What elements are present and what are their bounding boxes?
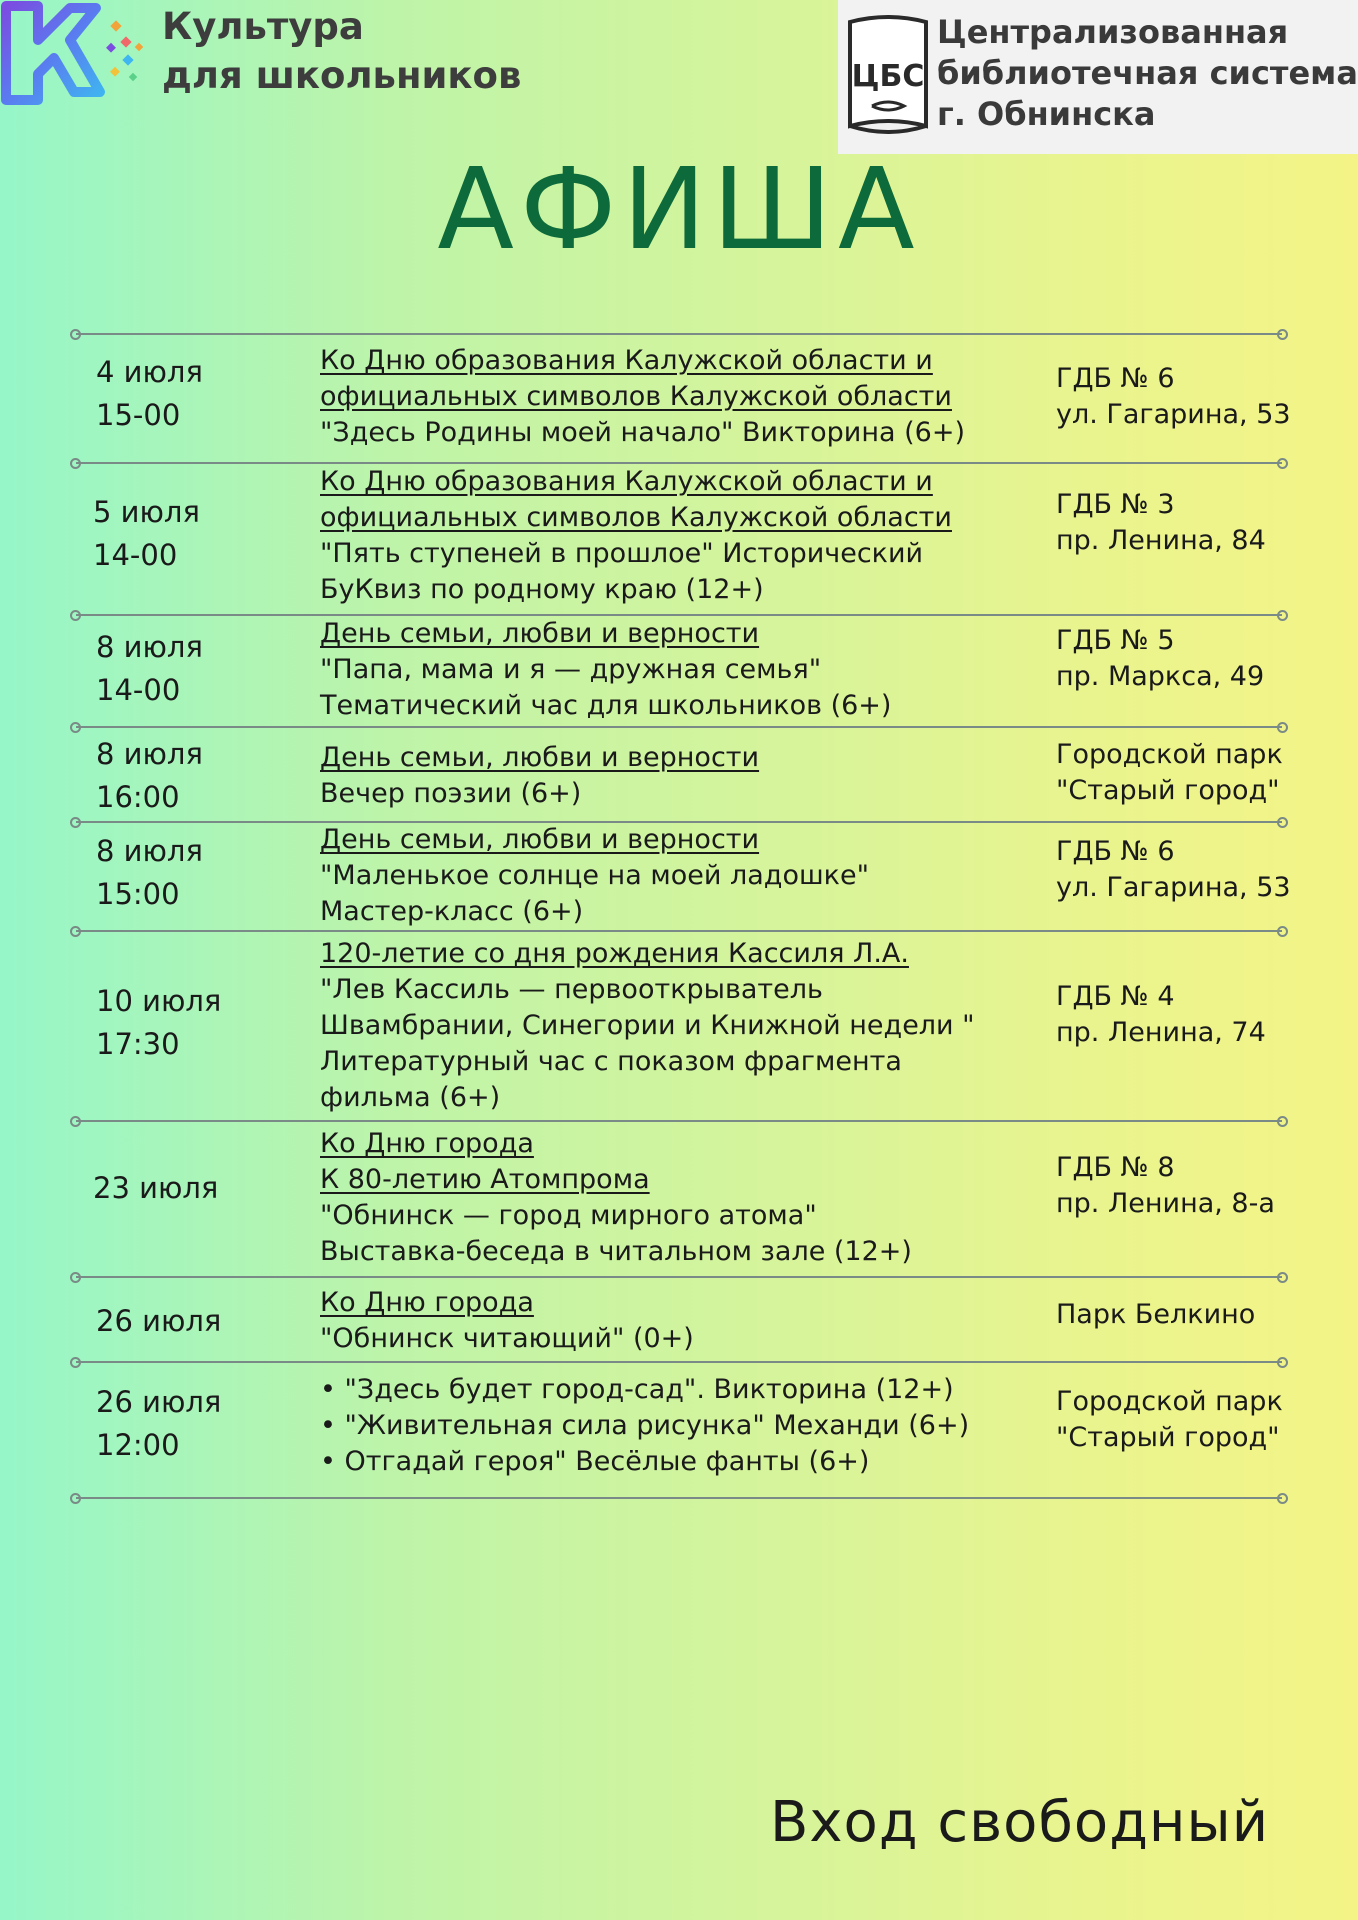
event-bullet: • Отгадай героя" Весёлые фанты (6+)	[320, 1444, 1040, 1480]
event-place	[1056, 487, 1356, 559]
event-time: 17:30	[96, 1027, 180, 1061]
event-datetime	[96, 980, 221, 1066]
event-detail: Тематический час для школьников (6+)	[320, 690, 892, 721]
event-time: 15:00	[96, 877, 180, 911]
place-line: Городской парк	[1056, 1386, 1283, 1417]
event-datetime	[96, 351, 203, 437]
place-line: пр. Ленина, 8-а	[1056, 1188, 1275, 1219]
event-date: 8 июля	[96, 834, 203, 868]
row-divider	[76, 1120, 1282, 1122]
event-date: 8 июля	[96, 630, 203, 664]
event-topic: официальных символов Калужской области	[320, 502, 952, 533]
event-datetime	[96, 1381, 221, 1467]
event-description	[320, 343, 1040, 451]
event-place	[1056, 623, 1356, 695]
event-topic: День семьи, любви и верности	[320, 824, 760, 855]
brand-line-2: для школьников	[162, 54, 522, 97]
event-time: 15-00	[96, 398, 181, 432]
place-line: пр. Ленина, 84	[1056, 525, 1266, 556]
place-line: "Старый город"	[1056, 1422, 1280, 1453]
brand-line-1: Культура	[162, 5, 364, 48]
event-detail: Швамбрании, Синегории и Книжной недели "	[320, 1010, 975, 1041]
place-line: ул. Гагарина, 53	[1056, 872, 1291, 903]
event-detail: "Пять ступеней в прошлое" Исторический	[320, 538, 924, 569]
event-topic: Ко Дню образования Калужской области и	[320, 345, 933, 376]
place-line: ГДБ № 4	[1056, 981, 1175, 1012]
event-place	[1056, 1150, 1356, 1222]
event-datetime	[96, 733, 203, 819]
event-detail: "Обнинск — город мирного атома"	[320, 1200, 817, 1231]
library-line-1: Централизованная	[937, 13, 1289, 51]
event-bullet: • "Здесь будет город-сад". Викторина (12+)	[320, 1372, 1040, 1408]
event-topic: официальных символов Калужской области	[320, 381, 952, 412]
place-line: ул. Гагарина, 53	[1056, 399, 1291, 430]
row-divider	[76, 1361, 1282, 1363]
event-topic: 120-летие со дня рождения Кассиля Л.А.	[320, 938, 909, 969]
place-line: ГДБ № 6	[1056, 836, 1175, 867]
library-line-2: библиотечная система	[937, 54, 1358, 92]
row-divider	[76, 1276, 1282, 1278]
event-datetime	[93, 491, 200, 577]
event-detail: Литературный час с показом фрагмента	[320, 1046, 902, 1077]
event-description	[320, 822, 1040, 930]
row-divider	[76, 930, 1282, 932]
event-topic: День семьи, любви и верности	[320, 618, 760, 649]
event-date: 26 июля	[96, 1304, 222, 1338]
event-time: 14-00	[96, 673, 181, 707]
library-line-3: г. Обнинска	[937, 95, 1156, 133]
free-entry-note: Вход свободный	[770, 1790, 1270, 1855]
library-logo-text: ЦБС	[851, 59, 925, 94]
event-time: 16:00	[96, 780, 180, 814]
event-detail: "Лев Кассиль — первооткрыватель	[320, 974, 823, 1005]
row-divider	[76, 726, 1282, 728]
event-place	[1056, 834, 1356, 906]
event-date: 5 июля	[93, 495, 200, 529]
event-time: 12:00	[96, 1428, 180, 1462]
event-detail: Вечер поэзии (6+)	[320, 778, 582, 809]
event-datetime	[96, 1300, 221, 1343]
event-date: 26 июля	[96, 1385, 222, 1419]
place-line: ГДБ № 8	[1056, 1152, 1175, 1183]
event-place	[1056, 737, 1356, 809]
event-topic: Ко Дню образования Калужской области и	[320, 466, 933, 497]
place-line: Городской парк	[1056, 739, 1283, 770]
event-description	[320, 1285, 1040, 1357]
event-description	[320, 1372, 1040, 1480]
event-detail: "Здесь Родины моей начало" Викторина (6+)	[320, 417, 965, 448]
event-date: 8 июля	[96, 737, 203, 771]
event-description	[320, 1126, 1040, 1270]
event-time: 14-00	[93, 538, 178, 572]
event-place	[1056, 1297, 1356, 1333]
event-description	[320, 936, 1040, 1116]
event-description	[320, 616, 1040, 724]
event-topic: Ко Дню города	[320, 1287, 534, 1318]
event-detail: Мастер-класс (6+)	[320, 896, 584, 927]
event-topic: К 80-летию Атомпрома	[320, 1164, 650, 1195]
event-datetime	[96, 626, 203, 712]
event-datetime	[93, 1167, 218, 1210]
event-detail: БуКвиз по родному краю (12+)	[320, 574, 764, 605]
event-place	[1056, 1384, 1356, 1456]
event-detail: "Обнинск читающий" (0+)	[320, 1323, 694, 1354]
row-divider	[76, 333, 1282, 335]
row-divider	[76, 1497, 1282, 1499]
event-date: 23 июля	[93, 1171, 219, 1205]
event-topic: День семьи, любви и верности	[320, 742, 760, 773]
page-title: АФИША	[437, 145, 921, 275]
event-description	[320, 740, 1040, 812]
event-bullet: • "Живительная сила рисунка" Механди (6+)	[320, 1408, 1040, 1444]
place-line: пр. Маркса, 49	[1056, 661, 1265, 692]
event-date: 10 июля	[96, 984, 222, 1018]
event-date: 4 июля	[96, 355, 203, 389]
event-place	[1056, 361, 1356, 433]
event-detail: Выставка-беседа в читальном зале (12+)	[320, 1236, 912, 1267]
event-description	[320, 464, 1040, 608]
place-line: Парк Белкино	[1056, 1299, 1256, 1330]
place-line: ГДБ № 3	[1056, 489, 1175, 520]
place-line: ГДБ № 5	[1056, 625, 1175, 656]
place-line: ГДБ № 6	[1056, 363, 1175, 394]
event-detail: "Маленькое солнце на моей ладошке"	[320, 860, 870, 891]
event-topic: Ко Дню города	[320, 1128, 534, 1159]
event-place	[1056, 979, 1356, 1051]
event-detail: "Папа, мама и я — дружная семья"	[320, 654, 822, 685]
event-datetime	[96, 830, 203, 916]
place-line: "Старый город"	[1056, 775, 1280, 806]
event-detail: фильма (6+)	[320, 1082, 501, 1113]
place-line: пр. Ленина, 74	[1056, 1017, 1266, 1048]
